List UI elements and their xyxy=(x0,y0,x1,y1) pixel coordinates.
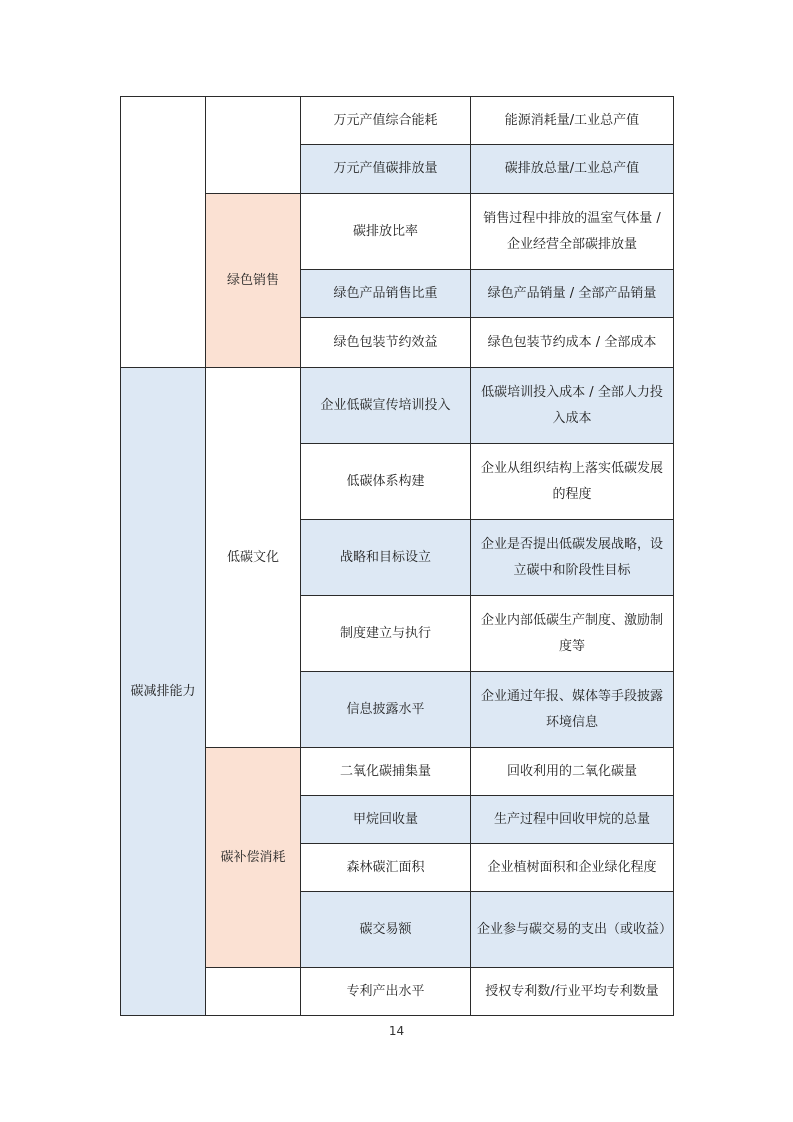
formula-cell: 回收利用的二氧化碳量 xyxy=(471,748,674,796)
indicator-cell: 低碳体系构建 xyxy=(301,444,471,520)
formula-cell: 企业内部低碳生产制度、激励制度等 xyxy=(471,596,674,672)
indicator-cell: 万元产值碳排放量 xyxy=(301,145,471,194)
indicator-cell: 绿色产品销售比重 xyxy=(301,270,471,318)
empty-category-cell xyxy=(121,97,206,368)
formula-cell: 授权专利数/行业平均专利数量 xyxy=(471,968,674,1016)
empty-subcategory-cell xyxy=(206,968,301,1016)
indicator-cell: 二氧化碳捕集量 xyxy=(301,748,471,796)
indicator-cell: 甲烷回收量 xyxy=(301,796,471,844)
formula-cell: 碳排放总量/工业总产值 xyxy=(471,145,674,194)
page-number: 14 xyxy=(388,1024,405,1038)
subcategory-low-carbon-culture: 低碳文化 xyxy=(206,368,301,748)
formula-cell: 生产过程中回收甲烷的总量 xyxy=(471,796,674,844)
formula-cell: 企业植树面积和企业绿化程度 xyxy=(471,844,674,892)
formula-cell: 低碳培训投入成本 / 全部人力投入成本 xyxy=(471,368,674,444)
indicator-table xyxy=(120,96,674,1016)
indicator-cell: 碳排放比率 xyxy=(301,194,471,270)
subcategory-green-sales: 绿色销售 xyxy=(206,194,301,368)
indicator-cell: 绿色包装节约效益 xyxy=(301,318,471,368)
indicator-cell: 战略和目标设立 xyxy=(301,520,471,596)
formula-cell: 能源消耗量/工业总产值 xyxy=(471,97,674,145)
formula-cell: 企业从组织结构上落实低碳发展的程度 xyxy=(471,444,674,520)
indicator-cell: 森林碳汇面积 xyxy=(301,844,471,892)
formula-cell: 销售过程中排放的温室气体量 / 企业经营全部碳排放量 xyxy=(471,194,674,270)
formula-cell: 绿色包装节约成本 / 全部成本 xyxy=(471,318,674,368)
empty-subcategory-cell xyxy=(206,97,301,194)
indicator-cell: 制度建立与执行 xyxy=(301,596,471,672)
formula-cell: 企业通过年报、媒体等手段披露环境信息 xyxy=(471,672,674,748)
category-carbon-reduction: 碳减排能力 xyxy=(121,368,206,1016)
indicator-cell: 企业低碳宣传培训投入 xyxy=(301,368,471,444)
indicator-cell: 专利产出水平 xyxy=(301,968,471,1016)
formula-cell: 绿色产品销量 / 全部产品销量 xyxy=(471,270,674,318)
formula-cell: 企业参与碳交易的支出（或收益） xyxy=(471,892,674,968)
indicator-cell: 万元产值综合能耗 xyxy=(301,97,471,145)
subcategory-carbon-offset: 碳补偿消耗 xyxy=(206,748,301,968)
indicator-cell: 碳交易额 xyxy=(301,892,471,968)
formula-cell: 企业是否提出低碳发展战略，设立碳中和阶段性目标 xyxy=(471,520,674,596)
indicator-cell: 信息披露水平 xyxy=(301,672,471,748)
